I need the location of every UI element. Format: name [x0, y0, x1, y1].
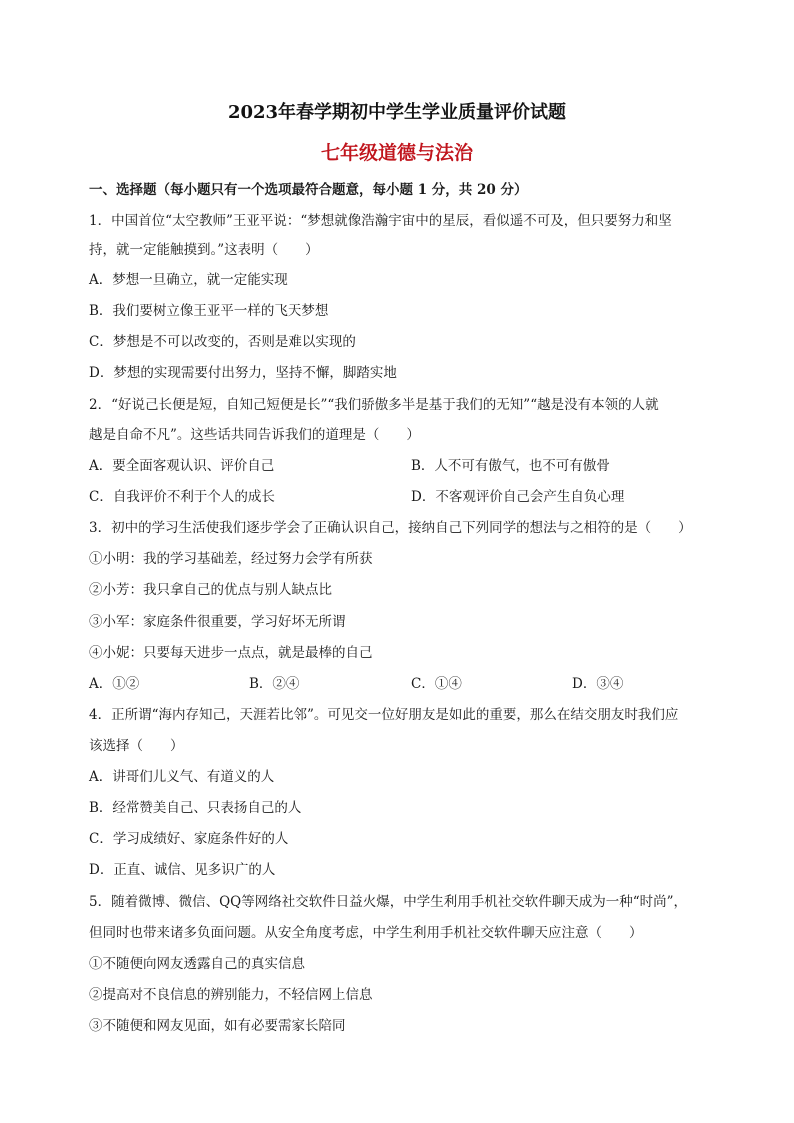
- q1-option-c: C．梦想是不可以改变的，否则是难以实现的: [89, 334, 356, 350]
- section-heading: 一、选择题（每小题只有一个选项最符合题意，每小题 1 分，共 20 分）: [89, 182, 528, 198]
- q3-option-a: A．①②: [89, 676, 140, 692]
- q4-stem-line1: 4．正所谓“海内存知己，天涯若比邻”。可见交一位好朋友是如此的重要，那么在结交朋友时我们应: [89, 707, 679, 723]
- q3-option-b: B．②④: [249, 676, 300, 692]
- q4-option-c: C．学习成绩好、家庭条件好的人: [89, 831, 289, 847]
- q1-option-a: A．梦想一旦确立，就一定能实现: [89, 272, 288, 288]
- q4-option-d: D．正直、诚信、见多识广的人: [89, 862, 276, 878]
- q4-option-a: A．讲哥们儿义气、有道义的人: [89, 769, 275, 785]
- q3-item-1: ①小明：我的学习基础差，经过努力会学有所获: [89, 551, 373, 567]
- q1-option-b: B．我们要树立像王亚平一样的飞天梦想: [89, 303, 329, 319]
- q2-stem-line2: 越是自命不凡”。这些话共同告诉我们的道理是（ ）: [89, 427, 420, 443]
- q4-stem-line2: 该选择（ ）: [89, 738, 184, 754]
- q2-option-d: D．不客观评价自己会产生自负心理: [411, 489, 625, 505]
- q5-item-3: ③不随便和网友见面，如有必要需家长陪同: [89, 1018, 346, 1034]
- q2-stem-line1: 2．“好说己长便是短，自知己短便是长”“我们骄傲多半是基于我们的无知”“越是没有本领的人就: [89, 397, 659, 413]
- exam-title: 2023年春学期初中学生学业质量评价试题: [227, 102, 567, 123]
- q2-option-c: C．自我评价不利于个人的成长: [89, 489, 275, 505]
- q3-item-3: ③小军：家庭条件很重要，学习好坏无所谓: [89, 614, 346, 630]
- exam-subtitle: 七年级道德与法治: [320, 142, 473, 164]
- q1-option-d: D．梦想的实现需要付出努力，坚持不懈，脚踏实地: [89, 365, 397, 381]
- q1-stem-line2: 持，就一定能触摸到。”这表明（ ）: [89, 242, 319, 258]
- q1-stem-line1: 1．中国首位“太空教师”王亚平说：“梦想就像浩瀚宇宙中的星辰，看似遥不可及，但只要努力和坚: [89, 213, 672, 229]
- q3-stem: 3．初中的学习生活使我们逐步学会了正确认识自己，接纳自己下列同学的想法与之相符的是（ ）: [89, 520, 692, 536]
- q5-stem-line2: 但同时也带来诸多负面问题。从安全角度考虑，中学生利用手机社交软件聊天应注意（ ）: [89, 925, 643, 941]
- q3-item-4: ④小妮：只要每天进步一点点，就是最棒的自己: [89, 645, 373, 661]
- q2-option-a: A．要全面客观认识、评价自己: [89, 458, 275, 474]
- q4-option-b: B．经常赞美自己、只表扬自己的人: [89, 800, 302, 816]
- q2-option-b: B．人不可有傲气，也不可有傲骨: [411, 458, 610, 474]
- q5-item-2: ②提高对不良信息的辨别能力，不轻信网上信息: [89, 987, 373, 1003]
- q3-option-d: D．③④: [572, 676, 624, 692]
- q3-item-2: ②小芳：我只拿自己的优点与别人缺点比: [89, 582, 332, 598]
- q5-stem-line1: 5．随着微博、微信、QQ等网络社交软件日益火爆，中学生利用手机社交软件聊天成为一种“时尚”，: [89, 894, 688, 910]
- q5-item-1: ①不随便向网友透露自己的真实信息: [89, 956, 305, 972]
- q3-option-c: C．①④: [411, 676, 462, 692]
